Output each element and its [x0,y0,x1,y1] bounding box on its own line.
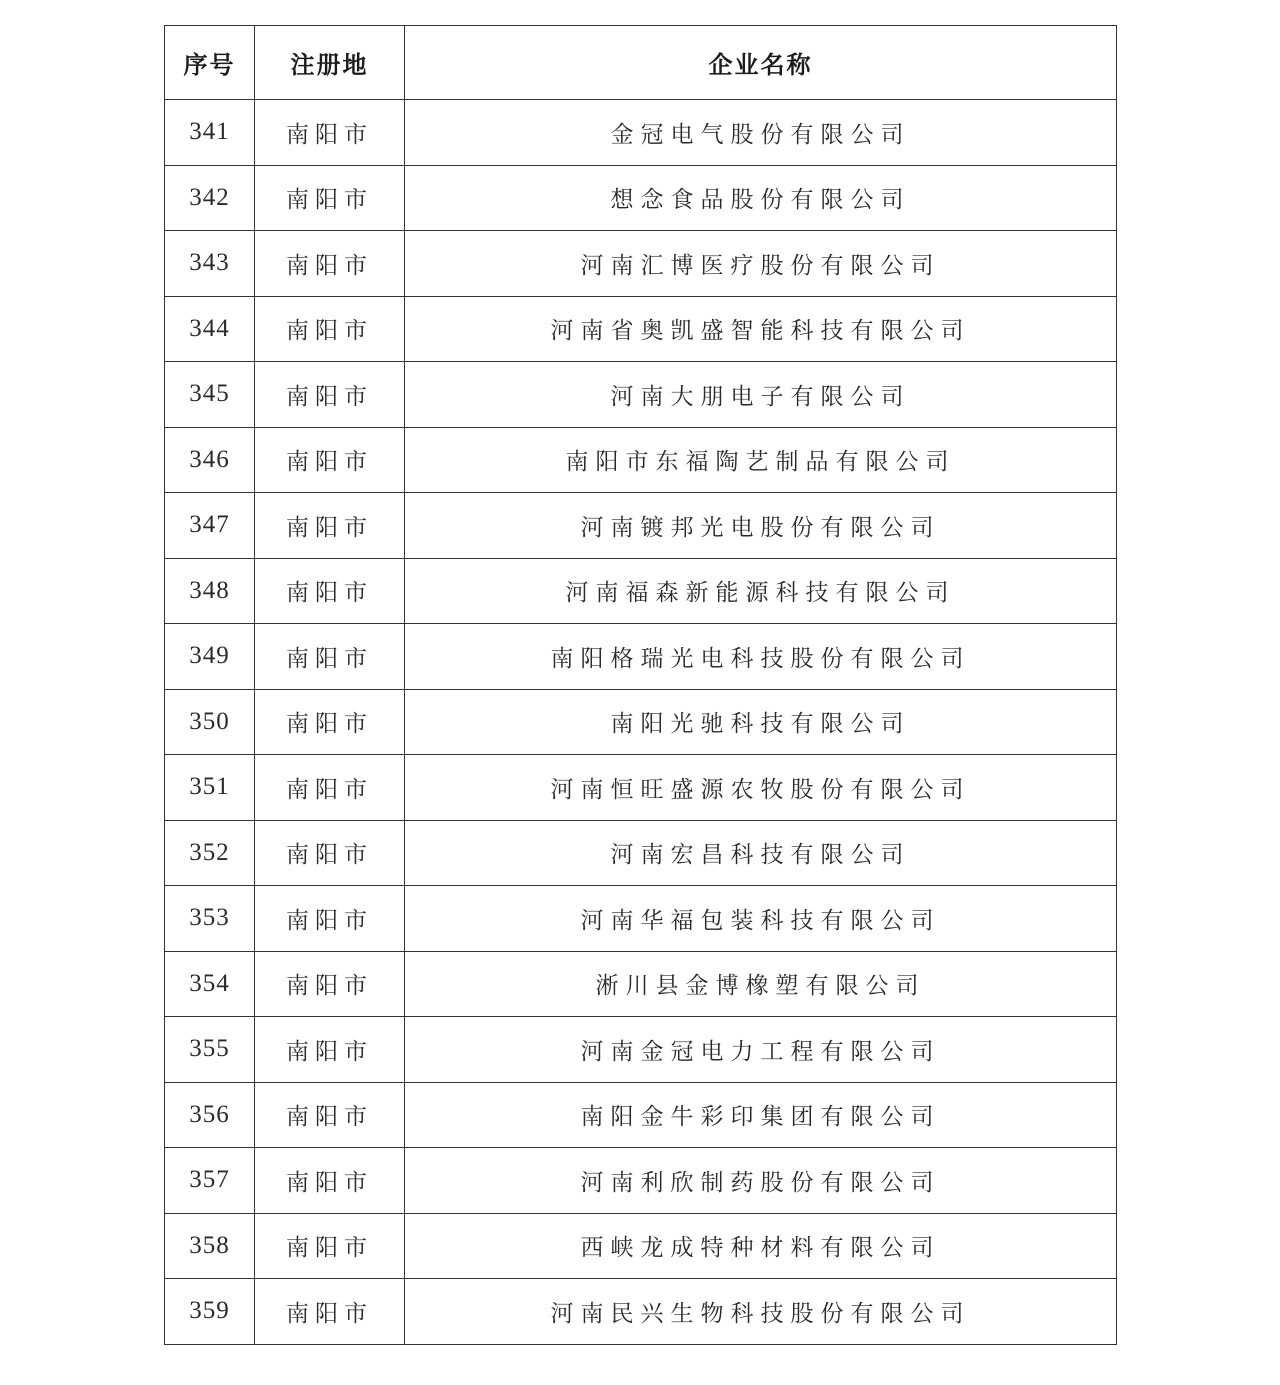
row-index-cell: 352 [165,820,255,886]
row-region-cell: 南阳市 [255,558,405,624]
table-row [165,1017,1117,1083]
table-row [165,1082,1117,1148]
table-row [165,362,1117,428]
row-region-cell: 南阳市 [255,624,405,690]
header-index: 序号 [165,26,255,100]
row-company-cell: 河南大朋电子有限公司 [405,362,1117,428]
row-company-cell: 河南华福包装科技有限公司 [405,886,1117,952]
row-index-cell: 357 [165,1148,255,1214]
row-index-cell: 342 [165,165,255,231]
row-index-cell: 355 [165,1017,255,1083]
row-index-cell: 358 [165,1213,255,1279]
row-company-cell: 南阳格瑞光电科技股份有限公司 [405,624,1117,690]
row-company-cell: 河南金冠电力工程有限公司 [405,1017,1117,1083]
table-row [165,1148,1117,1214]
row-region-cell: 南阳市 [255,296,405,362]
row-company-cell: 想念食品股份有限公司 [405,165,1117,231]
row-region-cell: 南阳市 [255,100,405,166]
row-company-cell: 南阳市东福陶艺制品有限公司 [405,427,1117,493]
row-region-cell: 南阳市 [255,231,405,297]
row-region-cell: 南阳市 [255,820,405,886]
row-index-cell: 345 [165,362,255,428]
row-company-cell: 河南恒旺盛源农牧股份有限公司 [405,755,1117,821]
table-row [165,951,1117,1017]
row-index-cell: 351 [165,755,255,821]
row-index-cell: 356 [165,1082,255,1148]
row-index-cell: 341 [165,100,255,166]
row-region-cell: 南阳市 [255,362,405,428]
table-row [165,1213,1117,1279]
table-row [165,231,1117,297]
row-index-cell: 350 [165,689,255,755]
header-company: 企业名称 [405,26,1117,100]
row-company-cell: 河南镀邦光电股份有限公司 [405,493,1117,559]
table-row [165,165,1117,231]
row-company-cell: 金冠电气股份有限公司 [405,100,1117,166]
row-company-cell: 南阳金牛彩印集团有限公司 [405,1082,1117,1148]
row-region-cell: 南阳市 [255,689,405,755]
row-region-cell: 南阳市 [255,1082,405,1148]
table-row [165,624,1117,690]
row-index-cell: 353 [165,886,255,952]
row-index-cell: 349 [165,624,255,690]
row-index-cell: 359 [165,1279,255,1345]
row-index-cell: 354 [165,951,255,1017]
row-region-cell: 南阳市 [255,493,405,559]
row-region-cell: 南阳市 [255,1017,405,1083]
row-region-cell: 南阳市 [255,427,405,493]
table-row [165,689,1117,755]
row-index-cell: 344 [165,296,255,362]
header-row [165,26,1117,100]
row-company-cell: 河南民兴生物科技股份有限公司 [405,1279,1117,1345]
table-body [165,100,1117,1345]
table-row [165,755,1117,821]
table-row [165,820,1117,886]
row-region-cell: 南阳市 [255,951,405,1017]
row-region-cell: 南阳市 [255,886,405,952]
company-list-table-container [164,25,1116,1345]
table-row [165,100,1117,166]
row-company-cell: 河南省奥凯盛智能科技有限公司 [405,296,1117,362]
header-region: 注册地 [255,26,405,100]
row-index-cell: 347 [165,493,255,559]
row-region-cell: 南阳市 [255,165,405,231]
table-row [165,886,1117,952]
row-company-cell: 河南利欣制药股份有限公司 [405,1148,1117,1214]
row-region-cell: 南阳市 [255,1148,405,1214]
table-row [165,1279,1117,1345]
table-row [165,296,1117,362]
row-company-cell: 南阳光驰科技有限公司 [405,689,1117,755]
row-index-cell: 343 [165,231,255,297]
row-index-cell: 348 [165,558,255,624]
row-index-cell: 346 [165,427,255,493]
row-company-cell: 西峡龙成特种材料有限公司 [405,1213,1117,1279]
row-company-cell: 河南福森新能源科技有限公司 [405,558,1117,624]
row-company-cell: 淅川县金博橡塑有限公司 [405,951,1117,1017]
row-company-cell: 河南宏昌科技有限公司 [405,820,1117,886]
table-row [165,427,1117,493]
row-region-cell: 南阳市 [255,1213,405,1279]
row-region-cell: 南阳市 [255,1279,405,1345]
row-company-cell: 河南汇博医疗股份有限公司 [405,231,1117,297]
row-region-cell: 南阳市 [255,755,405,821]
table-header [165,26,1117,100]
company-list-table [164,25,1117,1345]
table-row [165,493,1117,559]
table-row [165,558,1117,624]
